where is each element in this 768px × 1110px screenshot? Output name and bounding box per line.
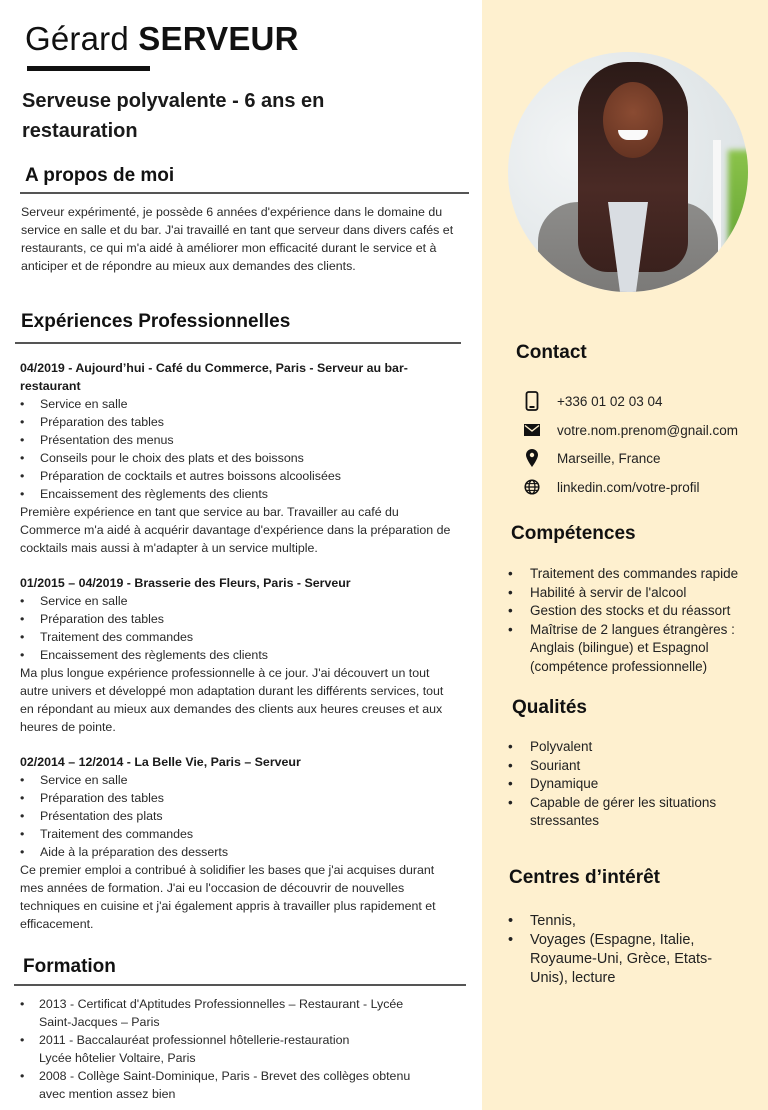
location-pin-icon [523, 449, 541, 467]
name-underline [27, 66, 150, 71]
task-item: • Traitement des commandes [20, 825, 460, 843]
education-item: • 2013 - Certificat d'Aptitudes Professionnelles – Restaurant - Lycée Saint-Jacques – Paris [20, 995, 460, 1031]
qualities-list [508, 738, 758, 831]
job-heading: 02/2014 – 12/2014 - La Belle Vie, Paris – Serveur [20, 755, 301, 769]
task-item: • Préparation de cocktails et autres boissons alcoolisées [20, 467, 460, 485]
task-item: • Préparation des tables [20, 610, 460, 628]
job-title: Serveuse polyvalente - 6 ans en restauration [22, 90, 325, 142]
job-description: Ce premier emploi a contribué à solidifier les bases que j'ai acquises durant mes années de formation. J'ai eu l'occasion de découvrir de nouvelles techniques en cuisine et j'ai également appris à travailler plus rapidement et efficacement. [20, 863, 436, 931]
interest-item: • Voyages (Espagne, Italie, Royaume-Uni, Grèce, Etats-Unis), lecture [508, 931, 748, 988]
interest-item: • Tennis, [508, 912, 748, 931]
skills-title: Compétences [511, 523, 636, 544]
job-description: Première expérience en tant que service au bar. Travailler au café du Commerce m'a aidé à acquérir davantage d'expérience dans la préparation de cocktails mais aussi à m'adapter à un service multiple. [20, 505, 451, 555]
about-text: Serveur expérimenté, je possède 6 années d'expérience dans le domaine du service en salle et du bar. J'ai travaillé en tant que serveur dans divers cafés et restaurants, ce qui m'a aidé à améliorer mon efficacité durant le service et à anticiper et de répondre au mieux aux demandes des clients. [21, 205, 454, 273]
job-heading: 01/2015 – 04/2019 - Brasserie des Fleurs, Paris - Serveur [20, 576, 351, 590]
task-item: • Préparation des tables [20, 413, 460, 431]
job-entry-1 [20, 359, 460, 557]
task-item: • Service en salle [20, 395, 460, 413]
task-item: • Préparation des tables [20, 789, 460, 807]
about-title: A propos de moi [25, 165, 175, 186]
task-item: • Présentation des menus [20, 431, 460, 449]
job-tasks [20, 395, 460, 503]
first-name: Gérard [25, 20, 129, 57]
experience-title: Expériences Professionnelles [21, 311, 291, 332]
about-rule [20, 192, 469, 194]
job-tasks [20, 592, 460, 664]
phone-number: +336 01 02 03 04 [557, 393, 663, 409]
education-item: • 2008 - Collège Saint-Dominique, Paris - Brevet des collèges obtenu avec mention assez bien [20, 1067, 460, 1103]
quality-item: • Capable de gérer les situations stressantes [508, 794, 758, 831]
task-item: • Service en salle [20, 771, 460, 789]
candidate-name [25, 20, 299, 58]
quality-item: • Dynamique [508, 775, 758, 794]
contact-location [523, 448, 661, 468]
task-item: • Aide à la préparation des desserts [20, 843, 460, 861]
experience-rule [15, 342, 461, 344]
job-heading: 04/2019 - Aujourd’hui - Café du Commerce, Paris - Serveur au bar-restaurant [20, 361, 408, 393]
interests-title: Centres d’intérêt [509, 867, 660, 888]
mail-icon [523, 421, 541, 439]
task-item: • Service en salle [20, 592, 460, 610]
task-item: • Traitement des commandes [20, 628, 460, 646]
job-tasks [20, 771, 460, 861]
skill-item: • Gestion des stocks et du réassort [508, 602, 758, 621]
task-item: • Présentation des plats [20, 807, 460, 825]
education-rule [14, 984, 466, 986]
location: Marseille, France [557, 450, 661, 466]
job-description: Ma plus longue expérience professionnelle à ce jour. J'ai découvert un tout autre univers et développé mon adaptation durant les différents services, tout en répondant au mieux aux demandes des clients aux heures creuses et aux heures de pointe. [20, 666, 444, 734]
interests-list [508, 912, 748, 988]
education-item: • 2011 - Baccalauréat professionnel hôtellerie-restauration Lycée hôtelier Voltaire, Paris [20, 1031, 460, 1067]
contact-website [523, 477, 700, 497]
skill-item: • Habilité à servir de l'alcool [508, 584, 758, 603]
job-entry-2 [20, 574, 460, 736]
education-list [20, 995, 460, 1103]
education-title: Formation [23, 956, 116, 977]
profile-photo [508, 52, 748, 292]
contact-title: Contact [516, 342, 587, 363]
quality-item: • Polyvalent [508, 738, 758, 757]
contact-phone [523, 391, 662, 411]
skill-item: • Maîtrise de 2 langues étrangères : Anglais (bilingue) et Espagnol (compétence professionnelle) [508, 621, 758, 677]
email-address: votre.nom.prenom@gnail.com [557, 422, 739, 438]
qualities-title: Qualités [512, 697, 587, 718]
skills-list [508, 565, 758, 676]
task-item: • Encaissement des règlements des clients [20, 646, 460, 664]
quality-item: • Souriant [508, 757, 758, 776]
globe-icon [523, 478, 541, 496]
skill-item: • Traitement des commandes rapide [508, 565, 758, 584]
job-entry-3 [20, 753, 460, 933]
linkedin-url: linkedin.com/votre-profil [557, 479, 700, 495]
task-item: • Encaissement des règlements des clients [20, 485, 460, 503]
phone-icon [523, 392, 541, 410]
task-item: • Conseils pour le choix des plats et des boissons [20, 449, 460, 467]
last-name: SERVEUR [138, 20, 299, 57]
contact-email [523, 420, 738, 440]
